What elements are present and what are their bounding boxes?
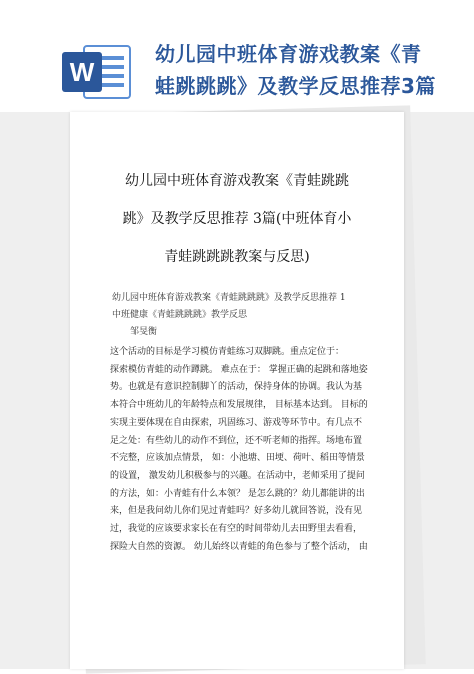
body-line: 不完整，应该加点情景， 如：小池塘、田埂、荷叶、稻田等情景 [110,453,365,464]
word-icon-letter: W [69,57,95,87]
body-line: 探索模仿青蛙的动作蹲跳。 难点在于： 掌握正确的起跳和落地姿 [110,364,368,375]
body-line: 这个活动的目标是学习模仿青蛙练习双脚跳。重点定位于： [110,347,345,357]
header [0,0,474,112]
document-body [110,344,380,556]
page-title-line: 幼儿园中班体育游戏教案《青 [155,42,422,66]
body-line: 过，我觉的应该要求家长在有空的时间带幼儿去田野里去看看， [110,524,363,535]
subheading-line: 幼儿园中班体育游戏教案《青蛙跳跳跳》及教学反思推荐 1 [112,293,346,303]
subheading-line: 中班健康《青蛙跳跳跳》教学反思 [112,310,248,320]
body-line: 势。也就是有意识控制脚丫的活动，保持身体的协调。我认为基 [110,382,363,393]
body-line: 本符合中班幼儿的年龄特点和发展规律， 目标基本达到。 目标的 [110,400,368,411]
body-line: 的设置， 激发幼儿积极参与的兴趣。在活动中，老师采用了提问 [110,470,365,481]
document-title [90,162,384,276]
document-subheading [112,290,382,324]
page-title [155,38,445,102]
page-title-line: 蛙跳跳跳》及教学反思推荐3篇 [155,74,436,98]
body-line: 探险大自然的资源。 幼儿始终以青蛙的角色参与了整个活动， 由 [110,541,368,552]
document-page [70,112,404,669]
document-author: 邹旻衡 [130,327,158,337]
body-line: 来，但是我问幼儿你们见过青蛙吗？好多幼儿就回答说，没有见 [110,506,363,517]
body-line: 实现主要体现在自由探索，巩固练习、游戏等环节中。有几点不 [110,417,363,428]
document-title-line: 青蛙跳跳跳教案与反思) [164,249,310,265]
document-title-line: 跳》及教学反思推荐 3篇(中班体育小 [122,211,352,227]
body-line: 足之处：有些幼儿的动作不到位，还不听老师的指挥。场地布置 [110,435,363,446]
body-line: 的方法，如：小青蛙有什么本领？ 是怎么跳的？幼儿都能讲的出 [110,488,365,499]
word-document-icon [60,44,134,100]
document-title-line: 幼儿园中班体育游戏教案《青蛙跳跳 [125,173,349,189]
